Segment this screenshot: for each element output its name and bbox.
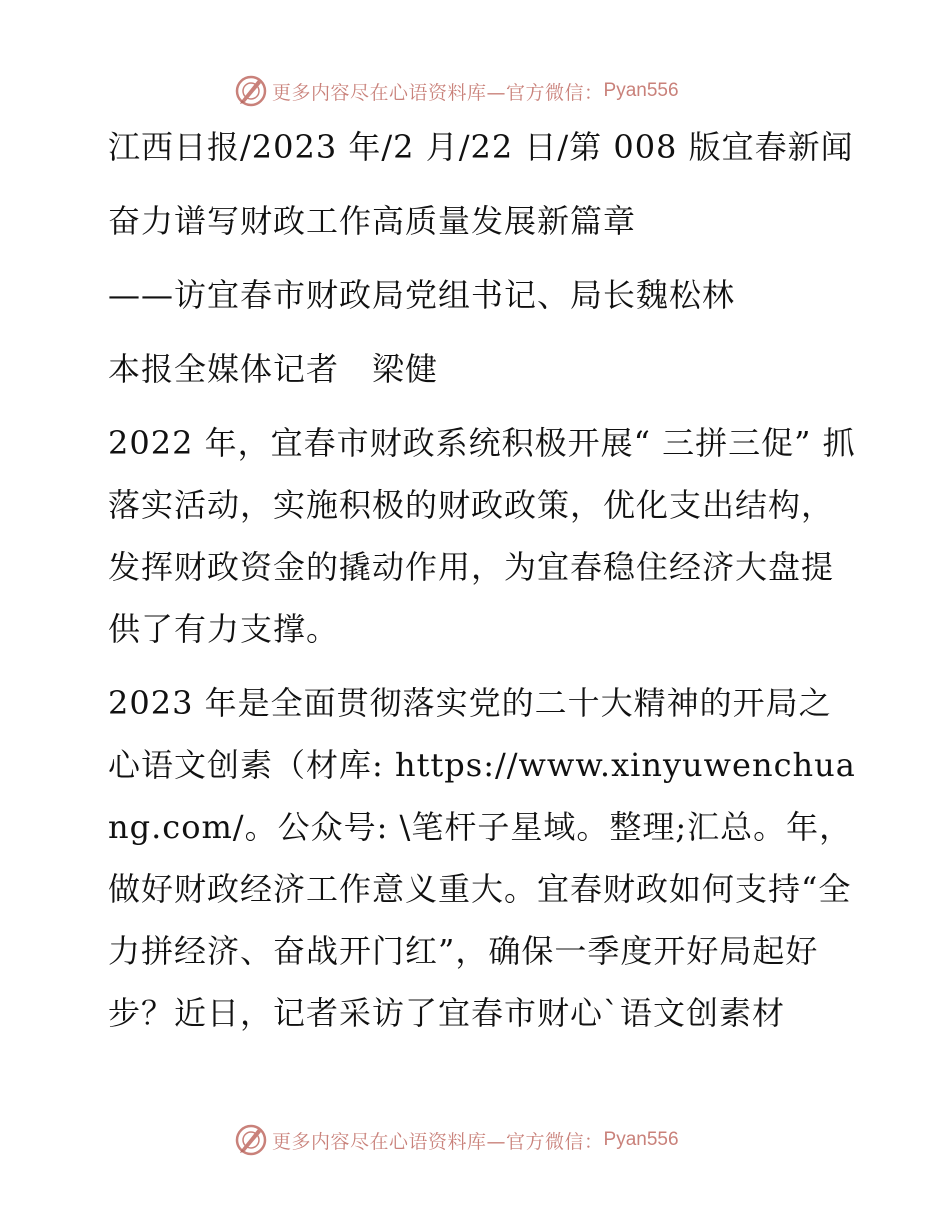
headline: 奋力谱写财政工作高质量发展新篇章 xyxy=(108,202,637,240)
brand-logo-icon xyxy=(234,74,268,108)
watermark-text: 更多内容尽在心语资料库—官方微信： xyxy=(272,1130,604,1153)
watermark-header xyxy=(234,71,679,111)
byline: 本报全媒体记者 梁健 xyxy=(108,350,439,388)
brand-logo-icon xyxy=(234,1123,268,1157)
dateline: 江西日报/2023 年/2 月/22 日/第 008 版宜春新闻 xyxy=(108,128,854,166)
subheadline: ——访宜春市财政局党组书记、局长魏松林 xyxy=(108,276,736,314)
watermark-footer xyxy=(234,1120,679,1160)
document-page xyxy=(98,116,858,1044)
watermark-wechat-id: Pyan556 xyxy=(603,1129,679,1150)
paragraph-1: 2022 年，宜春市财政系统积极开展“ 三拼三促” 抓落实活动，实施积极的财政政策，优化支出结构，发挥财政资金的撬动作用，为宜春稳住经济大盘提供了有力支撑。 xyxy=(108,424,856,648)
watermark-text: 更多内容尽在心语资料库—官方微信： xyxy=(272,81,604,104)
paragraph-2: 2023 年是全面贯彻落实党的二十大精神的开局之心语文创素（材库: https://www.xinyuwenchuang.com/。公众号: \笔杆子星域。整理;汇总。年，做好财政经济工作意义重大。宜春财政如何支持“全力拼经济、奋战开门红”，确保一季度开好局起好步？近日，记者采访了宜春市财心`语文创素材 xyxy=(108,684,856,1032)
watermark-wechat-id: Pyan556 xyxy=(603,80,679,101)
